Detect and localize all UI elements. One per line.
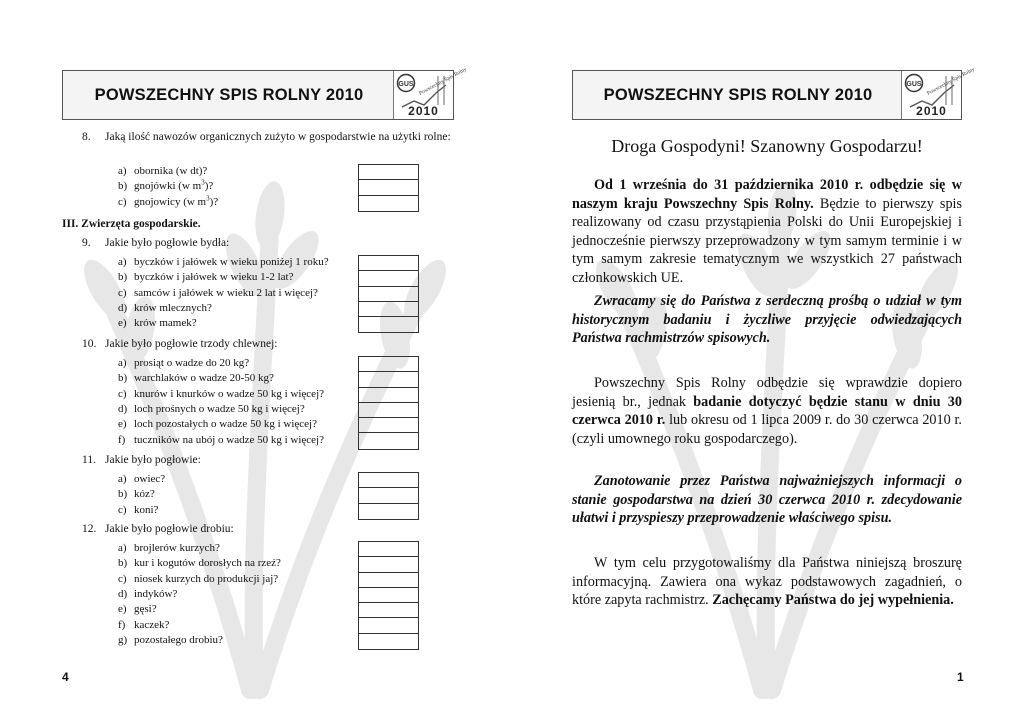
- q8-number: 8.: [82, 131, 91, 143]
- answer-field[interactable]: [359, 287, 418, 302]
- q11-answer-boxes[interactable]: [358, 472, 419, 520]
- q11-text: Jakie było pogłowie:: [105, 454, 201, 466]
- q10-item-a: a) prosiąt o wadze do 20 kg?: [118, 357, 250, 369]
- answer-field[interactable]: [359, 418, 418, 433]
- q12-item-a: a) brojlerów kurzych?: [118, 542, 220, 554]
- p3-a: Powszechny Spis Rolny odbędzie się wprawdzie dopiero jesienią br., jednak: [572, 375, 962, 410]
- answer-field[interactable]: [359, 573, 418, 588]
- q12-answer-boxes[interactable]: [358, 541, 419, 650]
- survey-header: [62, 66, 468, 120]
- q9-item-c: c) samców i jałówek w wieku 2 lat i więcej?: [118, 286, 318, 299]
- q12-item-c: c) niosek kurzych do produkcji jaj?: [118, 572, 279, 585]
- answer-field[interactable]: [359, 634, 418, 649]
- header-title: POWSZECHNY SPIS ROLNY 2010: [94, 85, 364, 104]
- logo-badge-right: GUS: [906, 81, 922, 88]
- q9-item-e: e) krów mamek?: [118, 317, 197, 330]
- q8-answer-boxes[interactable]: [358, 164, 419, 212]
- answer-field[interactable]: [359, 317, 418, 332]
- answer-field[interactable]: [359, 603, 418, 618]
- answer-field[interactable]: [359, 557, 418, 572]
- logo-text-right: Powszechny Spis Rolny: [926, 66, 976, 97]
- answer-field[interactable]: [359, 256, 418, 271]
- q10-item-f: f) tuczników na ubój o wadze 50 kg i więcej?: [118, 433, 324, 446]
- q10-text: Jakie było pogłowie trzody chlewnej:: [105, 338, 278, 350]
- section-3-title: III. Zwierzęta gospodarskie.: [62, 218, 201, 230]
- q10-item-e: e) loch pozostałych o wadze 50 kg i więcej?: [118, 418, 317, 431]
- logo-year: 2010: [408, 104, 439, 118]
- q9-item-a: a) byczków i jałówek w wieku poniżej 1 roku?: [118, 256, 329, 268]
- q9-number: 9.: [82, 237, 91, 249]
- answer-field[interactable]: [359, 165, 418, 180]
- q11-item-c: c) koni?: [118, 503, 159, 516]
- answer-field[interactable]: [359, 372, 418, 387]
- letter-paragraph-4: Zanotowanie przez Państwa najważniejszych informacji o stanie gospodarstwa na dzień 30 czerwca 2010 r. zdecydowanie ułatwi i przyspieszy przeprowadzenie właściwego spisu.: [572, 473, 962, 527]
- answer-field[interactable]: [359, 473, 418, 488]
- q9-item-d: d) krów mlecznych?: [118, 301, 212, 314]
- q12-item-f: f) kaczek?: [118, 618, 170, 631]
- answer-field[interactable]: [359, 433, 418, 448]
- q12-text: Jakie było pogłowie drobiu:: [105, 523, 234, 535]
- q12-number: 12.: [82, 523, 97, 535]
- letter-paragraph-2: Zwracamy się do Państwa z serdeczną prośbą o udział w tym historycznym badaniu i życzliwe przyjęcie odwiedzających Państwa rachmistrzów spisowych.: [572, 293, 962, 347]
- q8-item-a: a) obornika (w dt)?: [118, 165, 208, 177]
- answer-field[interactable]: [359, 403, 418, 418]
- answer-field[interactable]: [359, 504, 418, 519]
- logo-text: Powszechny Spis Rolny: [418, 66, 468, 97]
- q12-item-b: b) kur i kogutów dorosłych na rzeź?: [118, 557, 281, 570]
- q10-item-c: c) knurów i knurków o wadze 50 kg i więcej?: [118, 387, 325, 400]
- q10-answer-boxes[interactable]: [358, 356, 419, 450]
- answer-field[interactable]: [359, 357, 418, 372]
- p3-b: lub okresu od 1 lipca 2009 r. do 30 czerwca 2010 r. (czyli umownego roku gospodarczego).: [572, 412, 962, 447]
- page-number-left: 4: [62, 670, 69, 684]
- survey-header-right: [572, 66, 976, 120]
- q11-item-a: a) owiec?: [118, 473, 166, 485]
- letter-paragraph-1: [572, 176, 962, 288]
- answer-field[interactable]: [359, 618, 418, 633]
- q12-item-e: e) gęsi?: [118, 603, 157, 616]
- q9-text: Jakie było pogłowie bydła:: [105, 237, 230, 249]
- q9-answer-boxes[interactable]: [358, 255, 419, 333]
- p1-bold: Od 1 września do 31 października 2010 r. odbędzie się w naszym kraju Powszechny Spis Rolny.: [572, 177, 962, 212]
- q11-number: 11.: [82, 454, 96, 466]
- q12-item-d: d) indyków?: [118, 587, 178, 600]
- letter-paragraph-3: [572, 374, 962, 448]
- census-logo: [393, 66, 468, 119]
- answer-field[interactable]: [359, 271, 418, 286]
- logo-badge: GUS: [398, 81, 414, 88]
- q8-item-b: b) gnojówki (w $m^3$)?: [118, 178, 214, 193]
- q9-item-b: b) byczków i jałówek w wieku 1-2 lat?: [118, 271, 294, 284]
- header-title-right: POWSZECHNY SPIS ROLNY 2010: [603, 85, 873, 104]
- answer-field[interactable]: [359, 302, 418, 317]
- q12-item-g: g) pozostałego drobiu?: [118, 633, 223, 646]
- answer-field[interactable]: [359, 196, 418, 211]
- census-logo-right: [901, 66, 976, 119]
- p3-bold: badanie dotyczyć będzie stanu w dniu 30 czerwca 2010 r.: [572, 393, 962, 429]
- p5-a: W tym celu przygotowaliśmy dla Państwa niniejszą broszurę informacyjną. Zawiera ona wykaz podstawowych zagadnień, o które zapyta rachmistrz.: [572, 555, 962, 609]
- q8-item-c: c) gnojowicy (w $m^3$)?: [118, 193, 219, 208]
- logo-year-right: 2010: [916, 104, 947, 118]
- letter-greeting: Droga Gospodyni! Szanowny Gospodarzu!: [611, 136, 923, 156]
- answer-field[interactable]: [359, 542, 418, 557]
- q11-item-b: b) kóz?: [118, 488, 155, 501]
- q10-number: 10.: [82, 338, 97, 350]
- answer-field[interactable]: [359, 588, 418, 603]
- q10-item-b: b) warchlaków o wadze 20-50 kg?: [118, 372, 274, 385]
- q10-item-d: d) loch prośnych o wadze 50 kg i więcej?: [118, 402, 305, 415]
- q8-text: Jaką ilość nawozów organicznych zużyto w gospodarstwie na użytki rolne:: [105, 131, 451, 143]
- answer-field[interactable]: [359, 488, 418, 503]
- answer-field[interactable]: [359, 180, 418, 195]
- answer-field[interactable]: [359, 388, 418, 403]
- p5-bold: Zachęcamy Państwa do jej wypełnienia.: [712, 592, 954, 609]
- p1-rest: Będzie to pierwszy spis realizowany od czasu przystąpienia Polski do Unii Europejskiej i jednocześnie pierwszy przeprowadzony w tym samym terminie i w tym samym zakresie tematycznym we wszystkich 27 państwach członkowskich UE.: [572, 195, 962, 286]
- page-number-right: 1: [957, 670, 964, 684]
- letter-paragraph-5: [572, 554, 962, 610]
